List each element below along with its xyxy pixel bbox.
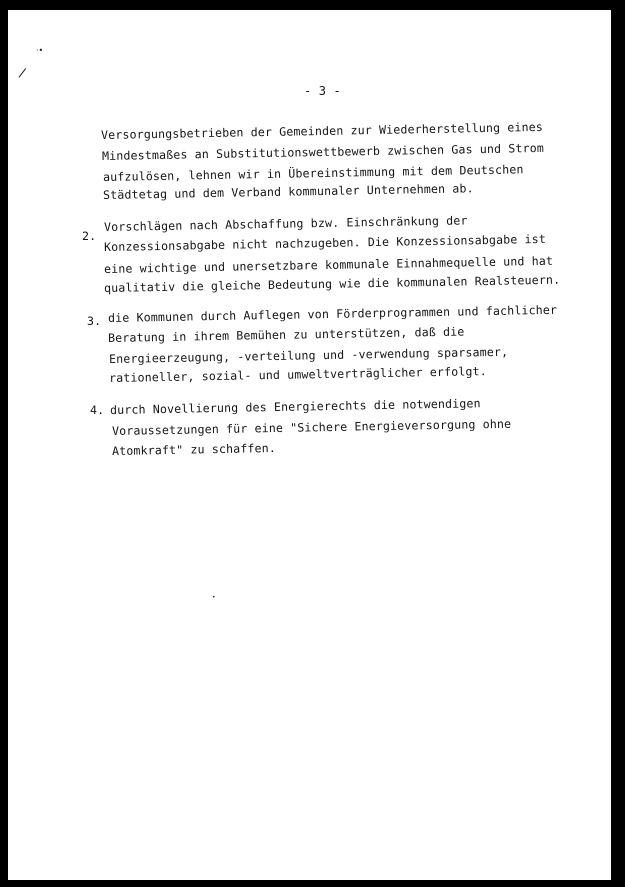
item-line: durch Novellierung des Energierechts die notwendigen — [109, 396, 481, 417]
intro-line: Mindestmaßes an Substitutionswettbewerb zwischen Gas und Strom — [101, 140, 545, 163]
intro-line: Versorgungsbetrieben der Gemeinden zur Wiederherstellung eines — [100, 119, 544, 142]
item-line: Vorschlägen nach Abschaffung bzw. Einschränkung der — [103, 213, 468, 234]
document-page — [8, 10, 611, 880]
item-line: Energieerzeugung, -verteilung und -verwendung sparsamer, — [108, 344, 509, 366]
intro-line: Städtetag und dem Verband kommunaler Unternehmen ab. — [102, 181, 474, 202]
item-line: rationeller, sozial- und umweltverträglicher erfolgt. — [108, 364, 487, 385]
item-line: Voraussetzungen für eine "Sichere Energieversorgung ohne — [111, 416, 512, 438]
scan-mark: ·• — [36, 46, 44, 55]
scan-speck: • — [212, 594, 216, 601]
item-line: Beratung in ihrem Bemühen zu unterstützen, daß die — [107, 324, 465, 345]
page-number: - 3 - — [304, 84, 341, 98]
item-number: 4. — [90, 403, 105, 417]
item-line: Konzessionsabgabe nicht nachzugeben. Die Konzessionsabgabe ist — [103, 231, 547, 254]
intro-line: aufzulösen, lehnen wir in Übereinstimmung mit dem Deutschen — [102, 162, 524, 184]
scan-mark: / — [17, 65, 27, 82]
item-number: 2. — [82, 229, 97, 243]
item-line: qualitativ die gleiche Bedeutung wie die kommunalen Realsteuern. — [103, 272, 561, 295]
item-line: Atomkraft" zu schaffen. — [111, 440, 277, 458]
item-number: 3. — [87, 314, 102, 328]
item-line: eine wichtige und unersetzbare kommunale Einnahmequelle und hat — [103, 253, 554, 276]
item-line: die Kommunen durch Auflegen von Förderprogrammen und fachlicher — [107, 302, 558, 325]
